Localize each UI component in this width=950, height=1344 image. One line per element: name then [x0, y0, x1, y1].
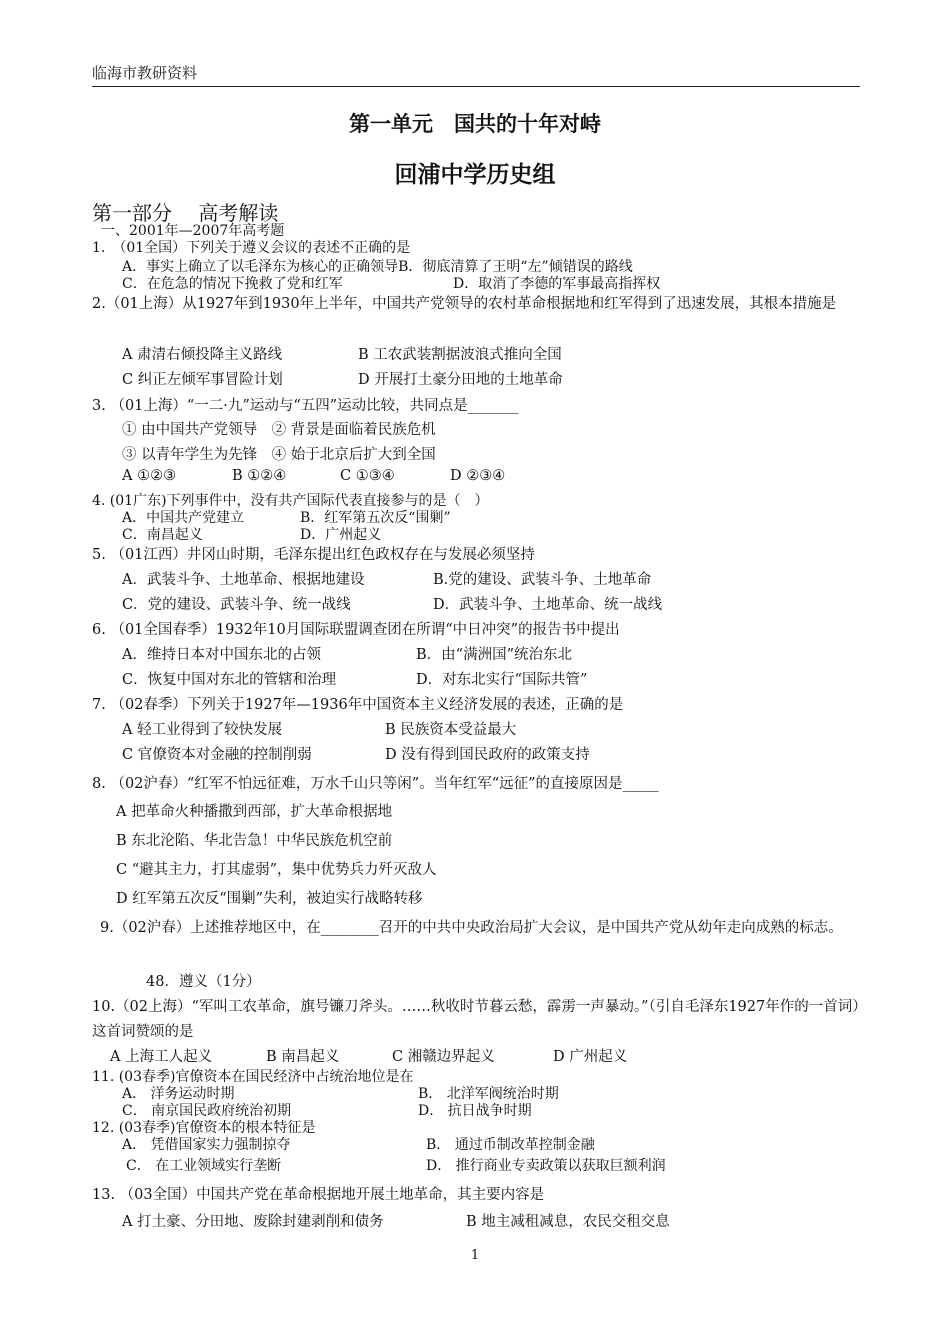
header-source: 临海市教研资料	[92, 64, 198, 82]
q1-option-c: C．在危急的情况下挽救了党和红军	[122, 276, 343, 292]
q3-option-b: B ①②④	[232, 468, 287, 484]
q9-answer: 48．遵义（1分）	[146, 974, 261, 990]
q7-option-b: B 民族资本受益最大	[385, 722, 517, 738]
q13-stem: 13. （03全国）中国共产党在革命根据地开展土地革命，其主要内容是	[92, 1187, 545, 1203]
q4-option-b: B．红军第五次反“围剿”	[300, 510, 451, 526]
q5-stem: 5. （01江西）井冈山时期，毛泽东提出红色政权存在与发展必须坚持	[92, 547, 535, 563]
q2-option-d: D 开展打土豪分田地的土地革命	[358, 372, 563, 388]
q10-option-c: C 湘赣边界起义	[392, 1049, 495, 1065]
q10-option-d: D 广州起义	[553, 1049, 628, 1065]
q7-option-a: A 轻工业得到了较快发展	[122, 722, 283, 738]
q11-stem: 11. (03春季)官僚资本在国民经济中占统治地位是在	[92, 1069, 414, 1085]
q2-option-a: A 肃清右倾投降主义路线	[122, 347, 283, 363]
q1-stem: 1. （01全国）下列关于遵义会议的表述不正确的是	[92, 240, 411, 256]
q11-option-a: A． 洋务运动时期	[122, 1086, 235, 1102]
q11-option-b: B． 北洋军阀统治时期	[418, 1086, 559, 1102]
header-rule	[92, 86, 860, 87]
q10-option-b: B 南昌起义	[266, 1049, 340, 1065]
q6-option-a: A．维持日本对中国东北的占领	[122, 647, 321, 663]
q13-option-a: A 打土豪、分田地、废除封建剥削和债务	[122, 1214, 384, 1230]
q1-option-d: D．取消了李德的军事最高指挥权	[453, 276, 661, 292]
page-title: 第一单元 国共的十年对峙	[349, 112, 601, 136]
q6-stem: 6. （01全国春季）1932年10月国际联盟调查团在所谓“中日冲突”的报告书中提出	[92, 622, 620, 638]
q3-option-d: D ②③④	[450, 468, 506, 484]
q8-option-b: B 东北沦陷、华北告急！中华民族危机空前	[116, 833, 393, 849]
q4-option-c: C．南昌起义	[122, 527, 203, 543]
q2-option-b: B 工农武装割据波浪式推向全国	[358, 347, 562, 363]
q8-stem: 8. （02沪春）“红军不怕远征难，万水千山只等闲”。当年红军“远征”的直接原因是_____	[92, 776, 659, 792]
q9-stem: 9.（02沪春）上述推荐地区中，在________召开的中共中央政治局扩大会议，是中国共产党从幼年走向成熟的标志。	[100, 920, 843, 936]
q12-option-b: B． 通过币制改革控制金融	[426, 1137, 595, 1153]
q10-option-a: A 上海工人起义	[110, 1049, 213, 1065]
q2-stem: 2.（01上海）从1927年到1930年上半年，中国共产党领导的农村革命根据地和红军得到了迅速发展，其根本措施是	[92, 296, 837, 312]
section-heading: 第一部分 高考解读	[92, 201, 279, 225]
q5-option-b: B.党的建设、武装斗争、土地革命	[433, 572, 652, 588]
q10-stem: 10.（02上海）“军叫工农革命，旗号镰刀斧头。……秋收时节暮云愁，霹雳一声暴动。”（引自毛泽东1927年作的一首词）这首词赞颂的是	[92, 999, 860, 1040]
q7-option-d: D 没有得到国民政府的政策支持	[385, 747, 590, 763]
q12-option-a: A． 凭借国家实力强制掠夺	[122, 1137, 291, 1153]
q8-option-c: C “避其主力，打其虚弱”，集中优势兵力歼灭敌人	[116, 862, 437, 878]
q6-option-c: C．恢复中国对东北的管辖和治理	[122, 672, 337, 688]
q6-option-d: D．对东北实行“国际共管”	[416, 672, 588, 688]
page-subtitle: 回浦中学历史组	[394, 162, 556, 188]
q2-option-c: C 纠正左倾军事冒险计划	[122, 372, 283, 388]
q4-option-a: A．中国共产党建立	[122, 510, 245, 526]
q12-option-c: C． 在工业领域实行垄断	[126, 1158, 282, 1174]
q11-option-c: C． 南京国民政府统治初期	[122, 1103, 292, 1119]
q12-option-d: D． 推行商业专卖政策以获取巨额利润	[426, 1158, 666, 1174]
q5-option-c: C．党的建设、武装斗争、统一战线	[122, 597, 351, 613]
q6-option-b: B．由“满洲国”统治东北	[416, 647, 572, 663]
q13-option-b: B 地主减租减息，农民交租交息	[466, 1214, 670, 1230]
subsection-heading: 一、2001年—2007年高考题	[101, 223, 285, 239]
q3-statements-2: ③ 以青年学生为先锋 ④ 始于北京后扩大到全国	[122, 447, 436, 463]
q8-option-a: A 把革命火种播撒到西部，扩大革命根据地	[116, 804, 393, 820]
q3-option-a: A ①②③	[122, 468, 177, 484]
page-number: 1	[470, 1248, 480, 1263]
q7-option-c: C 官僚资本对金融的控制削弱	[122, 747, 312, 763]
q11-option-d: D． 抗日战争时期	[418, 1103, 532, 1119]
q5-option-a: A．武装斗争、土地革命、根据地建设	[122, 572, 365, 588]
q1-options-ab: A．事实上确立了以毛泽东为核心的正确领导B．彻底清算了王明“左”倾错误的路线	[122, 259, 633, 275]
q4-option-d: D．广州起义	[300, 527, 382, 543]
q5-option-d: D．武装斗争、土地革命、统一战线	[433, 597, 663, 613]
q7-stem: 7. （02春季）下列关于1927年—1936年中国资本主义经济发展的表述，正确的是	[92, 697, 624, 713]
q8-option-d: D 红军第五次反“围剿”失利，被迫实行战略转移	[116, 891, 423, 907]
q3-option-c: C ①③④	[340, 468, 395, 484]
q3-statements-1: ① 由中国共产党领导 ② 背景是面临着民族危机	[122, 422, 436, 438]
q4-stem: 4. (01广东)下列事件中，没有共产国际代表直接参与的是（ ）	[92, 493, 489, 509]
q12-stem: 12. (03春季)官僚资本的根本特征是	[92, 1120, 316, 1136]
q3-stem: 3. （01上海）“一二·九”运动与“五四”运动比较，共同点是_______	[92, 398, 519, 414]
